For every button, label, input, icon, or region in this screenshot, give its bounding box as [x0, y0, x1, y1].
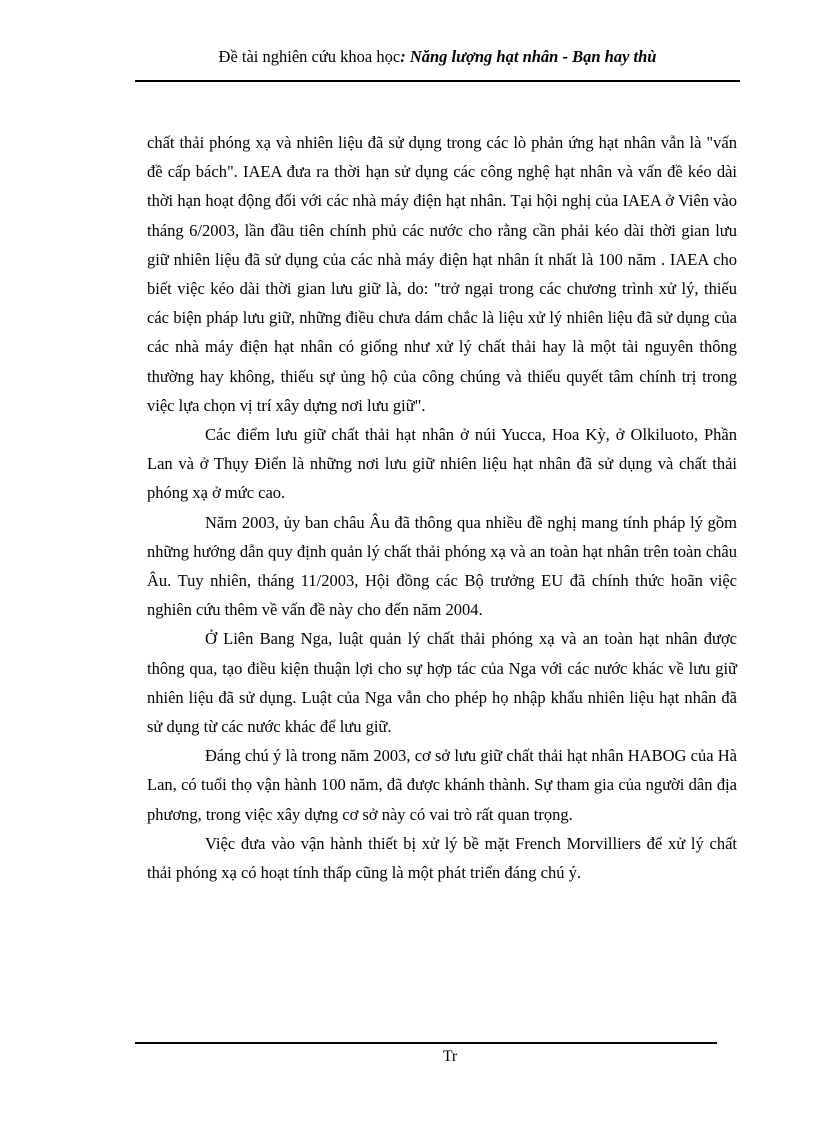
- paragraph: Việc đưa vào vận hành thiết bị xử lý bề mặt French Morvilliers để xử lý chất thải phóng xạ có hoạt tính thấp cũng là một phát triển đáng chú ý.: [147, 833, 737, 883]
- paragraph: Các điểm lưu giữ chất thải hạt nhân ở núi Yucca, Hoa Kỳ, ở Olkiluoto, Phần Lan và ở Thụy Điển là những nơi lưu giữ nhiên liệu hạt nhân đã sử dụng và chất thải phóng xạ ở mức cao.: [147, 425, 737, 503]
- paragraph: Năm 2003, ủy ban châu Âu đã thông qua nhiều đề nghị mang tính pháp lý gồm những hướng dẫn quy định quản lý chất thải phóng xạ và an toàn hạt nhân trên toàn châu Âu. Tuy nhiên, tháng 11/2003, Hội đồng các Bộ trưởng EU đã chính thức hoãn việc nghiên cứu thêm về vấn đề này cho đến năm 2004.: [147, 512, 737, 620]
- header-divider: [135, 80, 740, 82]
- header-title: : Năng lượng hạt nhân - Bạn hay thù: [400, 47, 657, 66]
- paragraph: Ở Liên Bang Nga, luật quản lý chất thải phóng xạ và an toàn hạt nhân được thông qua, tạo điều kiện thuận lợi cho sự hợp tác của Nga với các nước khác về lưu giữ nhiên liệu đã sử dụng. Luật của Nga vẫn cho phép họ nhập khẩu nhiên liệu hạt nhân đã sử dụng từ các nước khác để lưu giữ.: [147, 629, 737, 737]
- header-prefix: Đề tài nghiên cứu khoa học: [218, 47, 401, 66]
- footer-divider: [135, 1042, 717, 1044]
- page-number-label: Tr: [442, 1048, 458, 1065]
- paragraph: Đáng chú ý là trong năm 2003, cơ sở lưu giữ chất thải hạt nhân HABOG của Hà Lan, có tuổi thọ vận hành 100 năm, đã được khánh thành. Sự tham gia của người dân địa phương, trong việc xây dựng cơ sở này có vai trò rất quan trọng.: [147, 746, 737, 824]
- document-body: [147, 128, 737, 887]
- page-footer: [135, 1047, 765, 1067]
- paragraph: chất thải phóng xạ và nhiên liệu đã sử dụng trong các lò phản ứng hạt nhân vẫn là "vấn đề cấp bách". IAEA đưa ra thời hạn sử dụng các công nghệ hạt nhân và vấn đề kéo dài thời hạn hoạt động đối với các nhà máy điện hạt nhân. Tại hội nghị của IAEA ở Viên vào tháng 6/2003, lần đầu tiên chính phủ các nước cho rằng cần phải kéo dài thời gian lưu giữ nhiên liệu đã sử dụng của các nhà máy điện hạt nhân ít nhất là 100 năm . IAEA cho biết việc kéo dài thời gian lưu giữ là, do: "trở ngại trong các chương trình xử lý, thiếu các biện pháp lưu giữ, những điều chưa dám chắc là liệu xử lý nhiên liệu đã sử dụng của các nhà máy điện hạt nhân có giống như xử lý chất thải hay là một tài nguyên thông thường hay không, thiếu sự ủng hộ của công chúng và thiếu quyết tâm chính trị trong việc lựa chọn vị trí xây dựng nơi lưu giữ".: [147, 133, 737, 415]
- page-header: [135, 46, 740, 68]
